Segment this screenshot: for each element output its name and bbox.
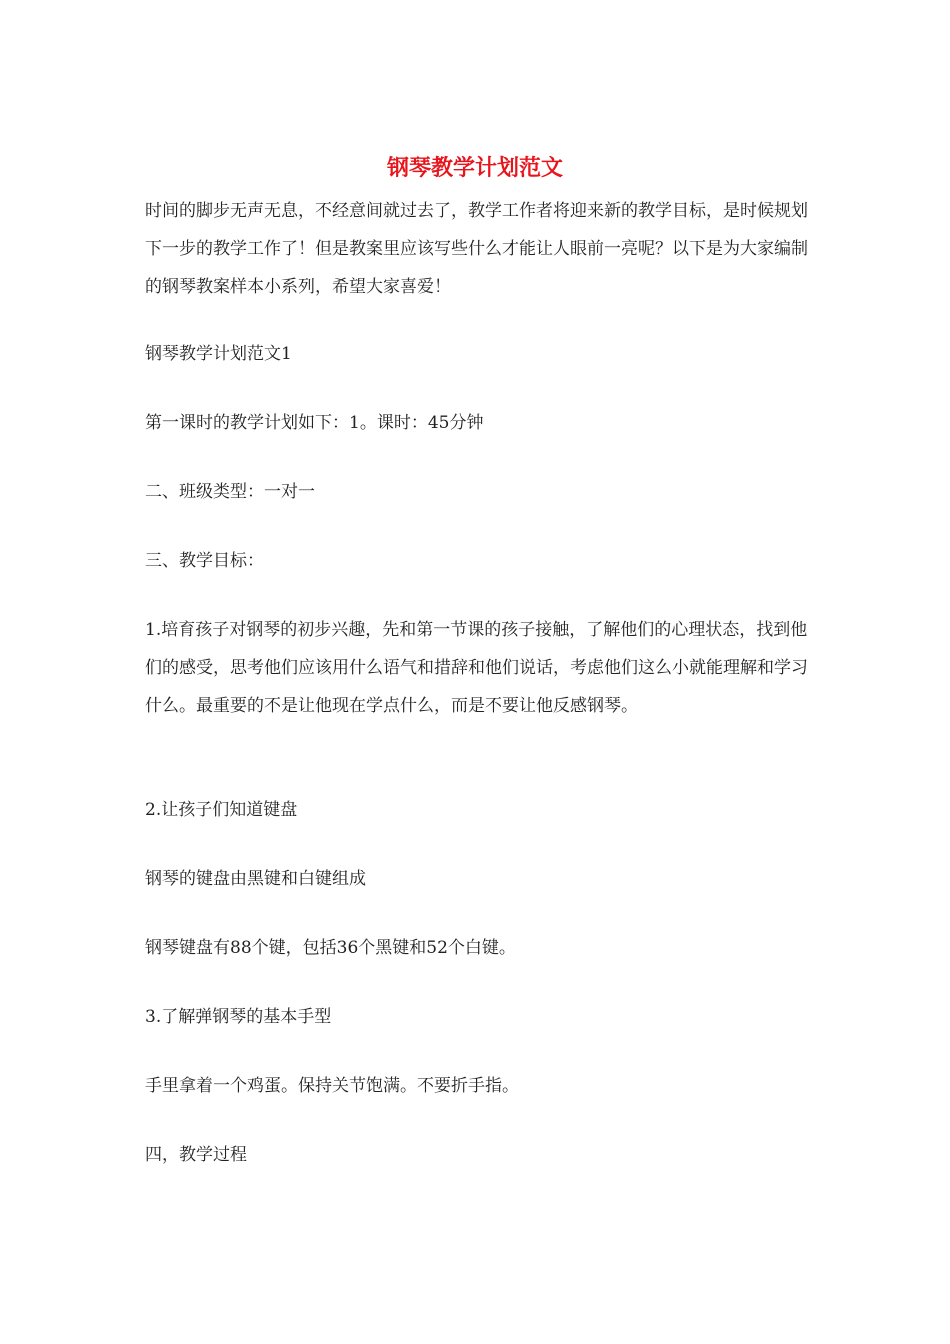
document-title: 钢琴教学计划范文 [386,155,563,181]
paragraph-goal-2: 2.让孩子们知道键盘 [145,800,298,820]
paragraph-teaching-goals: 三、教学目标： [145,551,264,571]
paragraph-keyboard-keys: 钢琴键盘有88个键，包括36个黑键和52个白键。 [145,938,516,958]
paragraph-keyboard-composition: 钢琴的键盘由黑键和白键组成 [145,869,366,889]
paragraph-lesson-plan: 第一课时的教学计划如下：1。课时：45分钟 [145,413,484,433]
paragraph-class-type: 二、班级类型：一对一 [145,482,315,502]
intro-paragraph: 时间的脚步无声无息，不经意间就过去了，教学工作者将迎来新的教学目标，是时候规划下一步的教学工作了！但是教案里应该写些什么才能让人眼前一亮呢？以下是为大家编制的钢琴教案样本小系列，希望大家喜爱！ [145,201,808,297]
paragraph-goal-3: 3.了解弹钢琴的基本手型 [145,1007,332,1027]
section-heading-plan-1: 钢琴教学计划范文1 [145,344,292,364]
paragraph-teaching-process: 四，教学过程 [145,1145,247,1165]
paragraph-goal-1: 1.培育孩子对钢琴的初步兴趣，先和第一节课的孩子接触，了解他们的心理状态，找到他们的感受，思考他们应该用什么语气和措辞和他们说话，考虑他们这么小就能理解和学习什么。最重要的不是让他现在学点什么，而是不要让他反感钢琴。 [145,620,808,716]
paragraph-hand-shape: 手里拿着一个鸡蛋。保持关节饱满。不要折手指。 [145,1076,519,1096]
